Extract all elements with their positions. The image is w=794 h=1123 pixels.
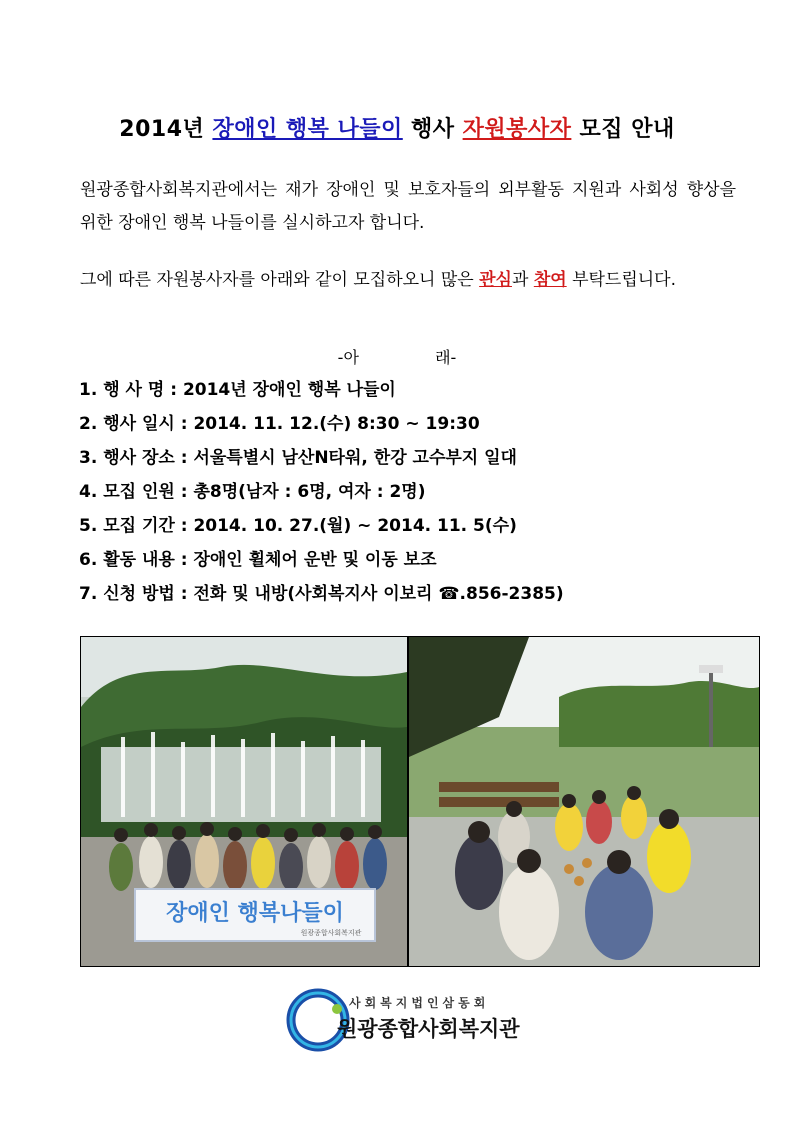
request-after: 부탁드립니다. (566, 270, 677, 290)
title-suffix: 모집 안내 (571, 117, 675, 142)
request-before: 그에 따른 자원봉사자를 아래와 같이 모집하오니 많은 (80, 270, 480, 290)
detail-item-apply: 7. 신청 방법 : 전화 및 내방(사회복지사 이보리 ☎.856-2385) (79, 584, 564, 604)
detail-item-date: 2. 행사 일시 : 2014. 11. 12.(수) 8:30 ~ 19:30 (79, 414, 480, 434)
organization-logo (285, 985, 545, 1055)
banner-subtext: 원광종합사회복지관 (300, 929, 362, 937)
request-interest: 관심 (479, 270, 512, 290)
picnic-photo (409, 637, 759, 966)
title-prefix: 2014년 (119, 117, 213, 142)
title-middle: 행사 (402, 117, 463, 142)
request-paragraph (80, 264, 736, 297)
request-participation: 참여 (533, 270, 567, 290)
detail-item-activity: 6. 활동 내용 : 장애인 휠체어 운반 및 이동 보조 (79, 550, 437, 570)
detail-item-location: 3. 행사 장소 : 서울특별시 남산N타워, 한강 고수부지 일대 (79, 448, 517, 468)
group-photo-fountain (81, 637, 409, 966)
logo-org-name: 원광종합사회복지관 (337, 1017, 520, 1041)
request-connector: 과 (511, 270, 534, 290)
page-title (0, 112, 794, 143)
notice-heading (0, 345, 794, 368)
logo-foundation-text: 사회복지법인삼동회 (349, 996, 490, 1010)
notice-heading-left: -아 (337, 348, 359, 367)
detail-item-period: 5. 모집 기간 : 2014. 10. 27.(월) ~ 2014. 11. 5(수) (79, 516, 517, 536)
detail-item-event-name: 1. 행 사 명 : 2014년 장애인 행복 나들이 (79, 380, 396, 400)
title-event-name: 장애인 행복 나들이 (212, 117, 403, 142)
title-volunteer: 자원봉사자 (462, 117, 572, 142)
banner-text: 장애인 행복나들이 (166, 901, 344, 926)
photo-panel (80, 636, 760, 967)
notice-heading-right: 래- (435, 348, 457, 367)
detail-list (79, 373, 759, 611)
intro-paragraph: 원광종합사회복지관에서는 재가 장애인 및 보호자들의 외부활동 지원과 사회성 향상을 위한 장애인 행복 나들이를 실시하고자 합니다. (80, 180, 736, 233)
detail-item-headcount: 4. 모집 인원 : 총8명(남자 : 6명, 여자 : 2명) (79, 482, 426, 502)
